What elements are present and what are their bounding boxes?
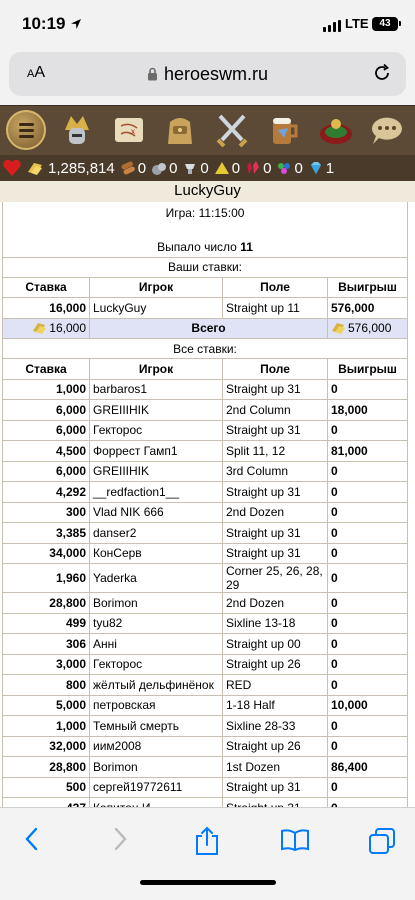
clock-time: 10:19 xyxy=(22,14,66,33)
field-cell: RED xyxy=(223,675,328,696)
resource-crystal: 0 xyxy=(245,160,271,177)
bookmarks-icon[interactable] xyxy=(280,828,310,852)
wood-icon xyxy=(120,160,136,176)
resource-mercury: 0 xyxy=(182,160,208,177)
win-cell: 0 xyxy=(328,634,408,655)
field-cell: Straight up 31 xyxy=(223,482,328,503)
player-link[interactable]: GREIIIHIK xyxy=(90,400,223,421)
field-cell: Corner 25, 26, 28, 29 xyxy=(223,564,328,593)
win-cell: 0 xyxy=(328,675,408,696)
player-link[interactable]: петровская xyxy=(90,695,223,716)
header-win: Выигрыш xyxy=(328,277,408,298)
mercury-icon xyxy=(182,160,198,176)
ios-status-bar xyxy=(0,0,415,50)
bet-cell: 34,000 xyxy=(3,543,90,564)
win-cell: 0 xyxy=(328,543,408,564)
map-scroll-icon[interactable] xyxy=(109,110,149,150)
table-row: 16,000 LuckyGuy Straight up 11 576,000 xyxy=(3,298,408,319)
table-row xyxy=(3,777,408,798)
url-text: heroeswm.ru xyxy=(163,64,269,84)
result-label: Выпало число xyxy=(157,239,237,254)
bet-cell: 300 xyxy=(3,502,90,523)
game-time-row xyxy=(3,202,408,223)
player-link[interactable]: Форрест Гамп1 xyxy=(90,441,223,462)
field-cell: Straight up 31 xyxy=(223,379,328,400)
player-link[interactable]: barbaros1 xyxy=(90,379,223,400)
share-icon[interactable] xyxy=(194,826,220,856)
player-link[interactable]: GREIIIHIK xyxy=(90,461,223,482)
win-cell: 0 xyxy=(328,420,408,441)
field-cell: Split 11, 12 xyxy=(223,441,328,462)
game-nav-bar xyxy=(0,105,415,155)
resource-gems: 0 xyxy=(276,160,302,177)
resource-wood: 0 xyxy=(120,160,146,177)
bet-cell: 32,000 xyxy=(3,736,90,757)
reload-icon[interactable] xyxy=(372,63,392,83)
player-link[interactable]: Гекторос xyxy=(90,654,223,675)
gold-icon xyxy=(24,160,46,176)
field-cell: Straight up 31 xyxy=(223,523,328,544)
player-link[interactable]: Гекторос xyxy=(90,420,223,441)
table-row xyxy=(3,613,408,634)
bet-cell: 5,000 xyxy=(3,695,90,716)
win-cell: 86,400 xyxy=(328,757,408,778)
bet-cell: 4,500 xyxy=(3,441,90,462)
back-icon[interactable] xyxy=(22,826,42,852)
spacer-row xyxy=(3,223,408,237)
tavern-mug-icon[interactable] xyxy=(264,110,304,150)
ore-icon xyxy=(151,160,167,176)
gold-icon xyxy=(331,321,347,334)
field-cell: 1st Dozen xyxy=(223,757,328,778)
table-row xyxy=(3,654,408,675)
your-bets-header xyxy=(3,277,408,298)
roulette-results xyxy=(0,181,415,807)
result-row xyxy=(3,237,408,258)
table-row xyxy=(3,593,408,614)
win-cell: 0 xyxy=(328,502,408,523)
player-link[interactable]: Borimon xyxy=(90,757,223,778)
field-cell: 2nd Column xyxy=(223,400,328,421)
player-link[interactable]: Borimon xyxy=(90,593,223,614)
battery-icon: 43 xyxy=(372,17,398,31)
crossed-swords-icon[interactable] xyxy=(212,110,252,150)
win-cell: 0 xyxy=(328,523,408,544)
player-link[interactable]: __redfaction1__ xyxy=(90,482,223,503)
total-bet: 16,000 xyxy=(49,321,86,336)
resource-gold: 1,285,814 xyxy=(24,160,115,177)
resource-diamonds: 1 xyxy=(308,160,334,177)
table-row xyxy=(3,716,408,737)
player-link[interactable]: жёлтый дельфинёнок xyxy=(90,675,223,696)
field-cell: 3rd Column xyxy=(223,461,328,482)
player-link[interactable]: Yaderka xyxy=(90,564,223,593)
player-name[interactable]: LuckyGuy xyxy=(0,181,415,202)
bet-cell: 3,000 xyxy=(3,654,90,675)
player-link[interactable]: tyu82 xyxy=(90,613,223,634)
field-cell: 2nd Dozen xyxy=(223,502,328,523)
forward-icon[interactable] xyxy=(110,826,130,852)
field-cell: Straight up 26 xyxy=(223,736,328,757)
player-link[interactable]: Темный смерть xyxy=(90,716,223,737)
lock-icon xyxy=(147,67,158,81)
win-cell: 81,000 xyxy=(328,441,408,462)
field-cell: 2nd Dozen xyxy=(223,593,328,614)
heart-icon xyxy=(2,159,22,177)
diamond-icon xyxy=(308,160,324,176)
field-cell: Straight up 00 xyxy=(223,634,328,655)
sulfur-icon xyxy=(214,160,230,176)
table-row xyxy=(3,523,408,544)
table-row xyxy=(3,379,408,400)
game-time: Игра: 11:15:00 xyxy=(3,202,408,223)
table-row xyxy=(3,543,408,564)
bet-cell: 6,000 xyxy=(3,461,90,482)
bet-cell: 306 xyxy=(3,634,90,655)
reader-options-button[interactable]: AA xyxy=(27,64,46,81)
all-bets-title: Все ставки: xyxy=(3,339,408,359)
browser-toolbar xyxy=(0,807,415,900)
location-arrow-icon xyxy=(70,18,82,30)
table-row xyxy=(3,757,408,778)
win-cell: 0 xyxy=(328,461,408,482)
table-row xyxy=(3,675,408,696)
total-win: 576,000 xyxy=(348,321,392,336)
field-cell: 1-18 Half xyxy=(223,695,328,716)
battery-tip xyxy=(399,21,401,26)
win-cell: 0 xyxy=(328,379,408,400)
player-link[interactable]: Анні xyxy=(90,634,223,655)
bet-cell: 28,800 xyxy=(3,593,90,614)
bet-cell: 3,385 xyxy=(3,523,90,544)
bet-cell: 4,292 xyxy=(3,482,90,503)
win-cell: 0 xyxy=(328,654,408,675)
field-cell: Straight up 26 xyxy=(223,654,328,675)
your-bets-title-row xyxy=(3,257,408,277)
roulette-icon[interactable] xyxy=(316,110,356,150)
table-row xyxy=(3,400,408,421)
header-win: Выигрыш xyxy=(328,359,408,380)
player-link[interactable]: danser2 xyxy=(90,523,223,544)
results-table xyxy=(2,202,408,819)
header-bet: Ставка xyxy=(3,277,90,298)
menu-icon[interactable] xyxy=(6,110,46,150)
resource-ore: 0 xyxy=(151,160,177,177)
cellular-signal-icon xyxy=(323,20,341,32)
your-bets-title: Ваши ставки: xyxy=(3,257,408,277)
header-field: Поле xyxy=(223,359,328,380)
win-cell: 18,000 xyxy=(328,400,408,421)
field-cell: Sixline 28-33 xyxy=(223,716,328,737)
field-cell: Straight up 31 xyxy=(223,777,328,798)
field-cell: Straight up 31 xyxy=(223,543,328,564)
table-row xyxy=(3,420,408,441)
bet-cell: 6,000 xyxy=(3,400,90,421)
knight-helmet-icon[interactable] xyxy=(57,110,97,150)
all-bets-list xyxy=(3,379,408,818)
table-row xyxy=(3,482,408,503)
win-cell: 0 xyxy=(328,593,408,614)
win-cell: 0 xyxy=(328,777,408,798)
header-player: Игрок xyxy=(90,277,223,298)
table-row xyxy=(3,461,408,482)
player-link[interactable]: иим2008 xyxy=(90,736,223,757)
player-link[interactable]: КонСерв xyxy=(90,543,223,564)
home-indicator xyxy=(140,880,276,885)
table-row xyxy=(3,695,408,716)
bet-cell: 499 xyxy=(3,613,90,634)
table-row xyxy=(3,441,408,462)
tabs-icon[interactable] xyxy=(368,827,396,855)
win-cell: 0 xyxy=(328,736,408,757)
win-cell: 0 xyxy=(328,613,408,634)
header-player: Игрок xyxy=(90,359,223,380)
crystal-icon xyxy=(245,160,261,176)
win-cell: 0 xyxy=(328,716,408,737)
chat-bubble-icon[interactable] xyxy=(367,110,407,150)
player-link[interactable]: LuckyGuy xyxy=(90,298,223,319)
browser-address-bar[interactable] xyxy=(9,52,406,96)
svg-text:x: x xyxy=(131,127,135,136)
win-cell: 0 xyxy=(328,482,408,503)
bet-cell: 1,000 xyxy=(3,379,90,400)
gems-icon xyxy=(276,160,292,176)
result-number: 11 xyxy=(240,239,253,254)
network-type: LTE xyxy=(345,16,369,31)
field-cell: Sixline 13-18 xyxy=(223,613,328,634)
resource-sulfur: 0 xyxy=(214,160,240,177)
all-bets-title-row xyxy=(3,339,408,359)
player-link[interactable]: Vlad NIK 666 xyxy=(90,502,223,523)
player-link[interactable]: сергей19772611 xyxy=(90,777,223,798)
win-cell: 10,000 xyxy=(328,695,408,716)
gold-icon xyxy=(32,321,48,334)
bet-cell: 28,800 xyxy=(3,757,90,778)
total-label: Всего xyxy=(90,318,328,339)
all-bets-header xyxy=(3,359,408,380)
resource-bar xyxy=(0,155,415,181)
backpack-icon[interactable] xyxy=(160,110,200,150)
table-row xyxy=(3,564,408,593)
header-bet: Ставка xyxy=(3,359,90,380)
table-row xyxy=(3,502,408,523)
bet-cell: 500 xyxy=(3,777,90,798)
header-field: Поле xyxy=(223,277,328,298)
bet-cell: 800 xyxy=(3,675,90,696)
table-row xyxy=(3,634,408,655)
bet-cell: 1,960 xyxy=(3,564,90,593)
bet-cell: 1,000 xyxy=(3,716,90,737)
table-row xyxy=(3,736,408,757)
win-cell: 0 xyxy=(328,564,408,593)
bet-cell: 6,000 xyxy=(3,420,90,441)
url-display[interactable] xyxy=(9,64,406,85)
total-row xyxy=(3,318,408,339)
field-cell: Straight up 31 xyxy=(223,420,328,441)
